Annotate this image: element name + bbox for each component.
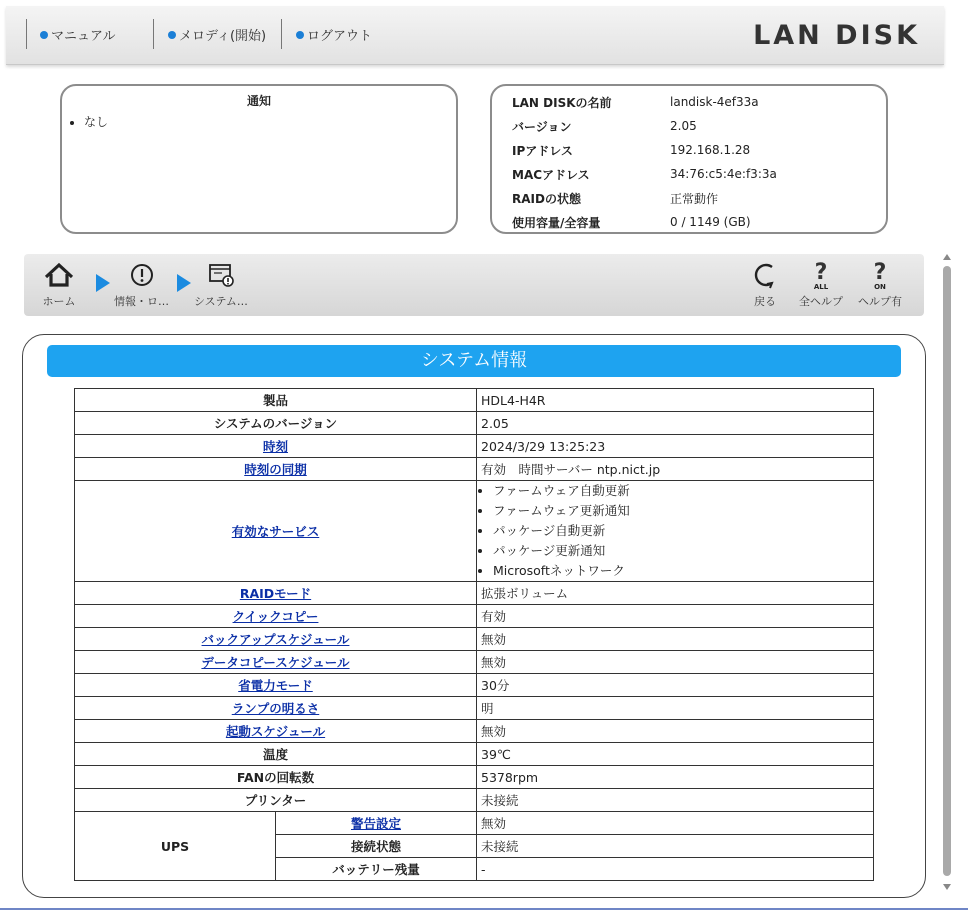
help-all-button[interactable] — [799, 260, 843, 309]
power-save-value: 30分 — [477, 674, 874, 697]
breadcrumb-arrow-icon — [177, 274, 191, 292]
device-info-box — [490, 84, 888, 234]
quick-copy-link[interactable]: クイックコピー — [232, 609, 319, 624]
table-row — [75, 435, 874, 458]
device-name-value: landisk-4ef33a — [670, 95, 759, 109]
table-row — [75, 743, 874, 766]
melody-link-label: メロディ(開始) — [179, 29, 267, 44]
back-button[interactable] — [750, 260, 780, 309]
bullet-icon — [40, 31, 48, 39]
manual-link[interactable] — [40, 25, 115, 44]
melody-start-link[interactable] — [168, 25, 266, 44]
lamp-brightness-link[interactable]: ランプの明るさ — [231, 701, 320, 716]
help-on-icon — [865, 260, 895, 290]
ups-connection-label: 接続状態 — [276, 835, 477, 858]
scroll-thumb[interactable] — [943, 266, 951, 876]
version-value: 2.05 — [670, 119, 697, 133]
menu-separator — [26, 19, 27, 49]
enabled-services-list — [477, 481, 874, 582]
system-version-label: システムのバージョン — [75, 412, 477, 435]
logout-link-label: ログアウト — [307, 29, 373, 44]
mac-address-row — [492, 162, 886, 186]
table-row — [75, 481, 874, 582]
datacopy-schedule-value: 無効 — [477, 651, 874, 674]
version-label: バージョン — [512, 119, 572, 134]
svg-text:?: ? — [873, 260, 887, 285]
service-item: • Microsoftネットワーク — [493, 561, 869, 581]
boot-schedule-value: 無効 — [477, 720, 874, 743]
notification-item: • なし — [84, 113, 456, 130]
capacity-value: 0 / 1149 (GB) — [670, 215, 751, 229]
breadcrumb-system-info[interactable] — [194, 260, 248, 309]
system-info-panel — [22, 334, 926, 898]
system-info-icon — [206, 260, 236, 290]
vertical-scrollbar[interactable] — [940, 252, 954, 892]
device-name-row — [492, 90, 886, 114]
table-row — [75, 389, 874, 412]
product-label: 製品 — [75, 389, 477, 412]
ip-address-label: IPアドレス — [512, 143, 573, 158]
mac-address-value: 34:76:c5:4e:f3:3a — [670, 167, 777, 181]
fan-speed-label: FANの回転数 — [75, 766, 477, 789]
bottom-divider — [0, 908, 968, 910]
table-row — [75, 789, 874, 812]
breadcrumb-info-log[interactable] — [114, 260, 169, 309]
lamp-brightness-value: 明 — [477, 697, 874, 720]
table-row — [75, 697, 874, 720]
help-on-badge: ON — [874, 283, 886, 290]
table-row — [75, 628, 874, 651]
navigation-toolbar — [24, 254, 924, 316]
breadcrumb-system-label: システム… — [194, 295, 248, 308]
raid-mode-value: 拡張ボリューム — [477, 582, 874, 605]
table-row — [75, 766, 874, 789]
ups-battery-label: バッテリー残量 — [276, 858, 477, 881]
system-version-value: 2.05 — [477, 412, 874, 435]
system-info-table — [74, 388, 874, 881]
mac-address-label: MACアドレス — [512, 167, 590, 182]
time-value: 2024/3/29 13:25:23 — [477, 435, 874, 458]
breadcrumb-home[interactable] — [42, 260, 76, 309]
service-item: • パッケージ自動更新 — [493, 521, 869, 541]
capacity-row — [492, 210, 886, 234]
time-link[interactable]: 時刻 — [262, 439, 288, 454]
fan-speed-value: 5378rpm — [477, 766, 874, 789]
boot-schedule-link[interactable]: 起動スケジュール — [225, 724, 326, 739]
help-on-button[interactable] — [858, 260, 902, 309]
raid-status-label: RAIDの状態 — [512, 191, 581, 206]
enabled-services-link[interactable]: 有効なサービス — [231, 524, 320, 539]
product-value: HDL4-H4R — [477, 389, 874, 412]
scroll-up-icon[interactable] — [943, 254, 951, 260]
lan-disk-logo: LAN DISK — [753, 20, 920, 51]
ip-address-row — [492, 138, 886, 162]
datacopy-schedule-link[interactable]: データコピースケジュール — [201, 655, 350, 670]
ups-battery-value: - — [477, 858, 874, 881]
bullet-icon — [168, 31, 176, 39]
notification-box — [60, 84, 458, 234]
manual-link-label: マニュアル — [51, 29, 116, 44]
svg-text:?: ? — [814, 260, 828, 285]
ip-address-value: 192.168.1.28 — [670, 143, 751, 157]
table-row — [75, 412, 874, 435]
quick-copy-value: 有効 — [477, 605, 874, 628]
table-row — [75, 582, 874, 605]
notification-title: 通知 — [246, 94, 271, 108]
back-button-label: 戻る — [754, 295, 776, 308]
temperature-label: 温度 — [75, 743, 477, 766]
backup-schedule-value: 無効 — [477, 628, 874, 651]
bullet-icon — [296, 31, 304, 39]
ups-warning-value: 無効 — [477, 812, 874, 835]
ups-warning-link[interactable]: 警告設定 — [350, 816, 401, 831]
backup-schedule-link[interactable]: バックアップスケジュール — [201, 632, 350, 647]
version-row — [492, 114, 886, 138]
help-on-label: ヘルプ有 — [858, 295, 902, 308]
service-item: • ファームウェア更新通知 — [493, 501, 869, 521]
temperature-value: 39℃ — [477, 743, 874, 766]
help-all-label: 全ヘルプ — [799, 295, 843, 308]
top-menu-bar — [6, 6, 944, 65]
power-save-link[interactable]: 省電力モード — [238, 678, 313, 693]
time-sync-link[interactable]: 時刻の同期 — [244, 462, 307, 477]
printer-label: プリンター — [75, 789, 477, 812]
breadcrumb-info-label: 情報・ロ… — [114, 295, 169, 308]
help-all-icon — [806, 260, 836, 290]
printer-value: 未接続 — [477, 789, 874, 812]
raid-status-value: 正常動作 — [670, 191, 719, 206]
capacity-label: 使用容量/全容量 — [512, 215, 601, 230]
service-item: • ファームウェア自動更新 — [493, 481, 869, 501]
table-row — [75, 458, 874, 481]
raid-status-row — [492, 186, 886, 210]
back-icon — [750, 260, 780, 290]
home-icon — [42, 260, 76, 290]
device-name-label: LAN DISKの名前 — [512, 95, 612, 110]
time-sync-value: 有効 時間サーバー ntp.nict.jp — [477, 458, 874, 481]
table-row — [75, 605, 874, 628]
panel-title: システム情報 — [47, 345, 901, 377]
menu-separator — [153, 19, 154, 49]
logout-link[interactable] — [296, 25, 372, 44]
breadcrumb-arrow-icon — [96, 274, 110, 292]
menu-separator — [281, 19, 282, 49]
raid-mode-link[interactable]: RAIDモード — [239, 586, 312, 601]
table-row — [75, 674, 874, 697]
service-item: • パッケージ更新通知 — [493, 541, 869, 561]
ups-label: UPS — [75, 812, 276, 881]
scroll-down-icon[interactable] — [943, 884, 951, 890]
table-row — [75, 651, 874, 674]
breadcrumb-home-label: ホーム — [42, 295, 76, 308]
ups-connection-value: 未接続 — [477, 835, 874, 858]
table-row — [75, 812, 874, 835]
info-icon — [127, 260, 157, 290]
help-all-badge: ALL — [813, 283, 829, 290]
table-row — [75, 720, 874, 743]
